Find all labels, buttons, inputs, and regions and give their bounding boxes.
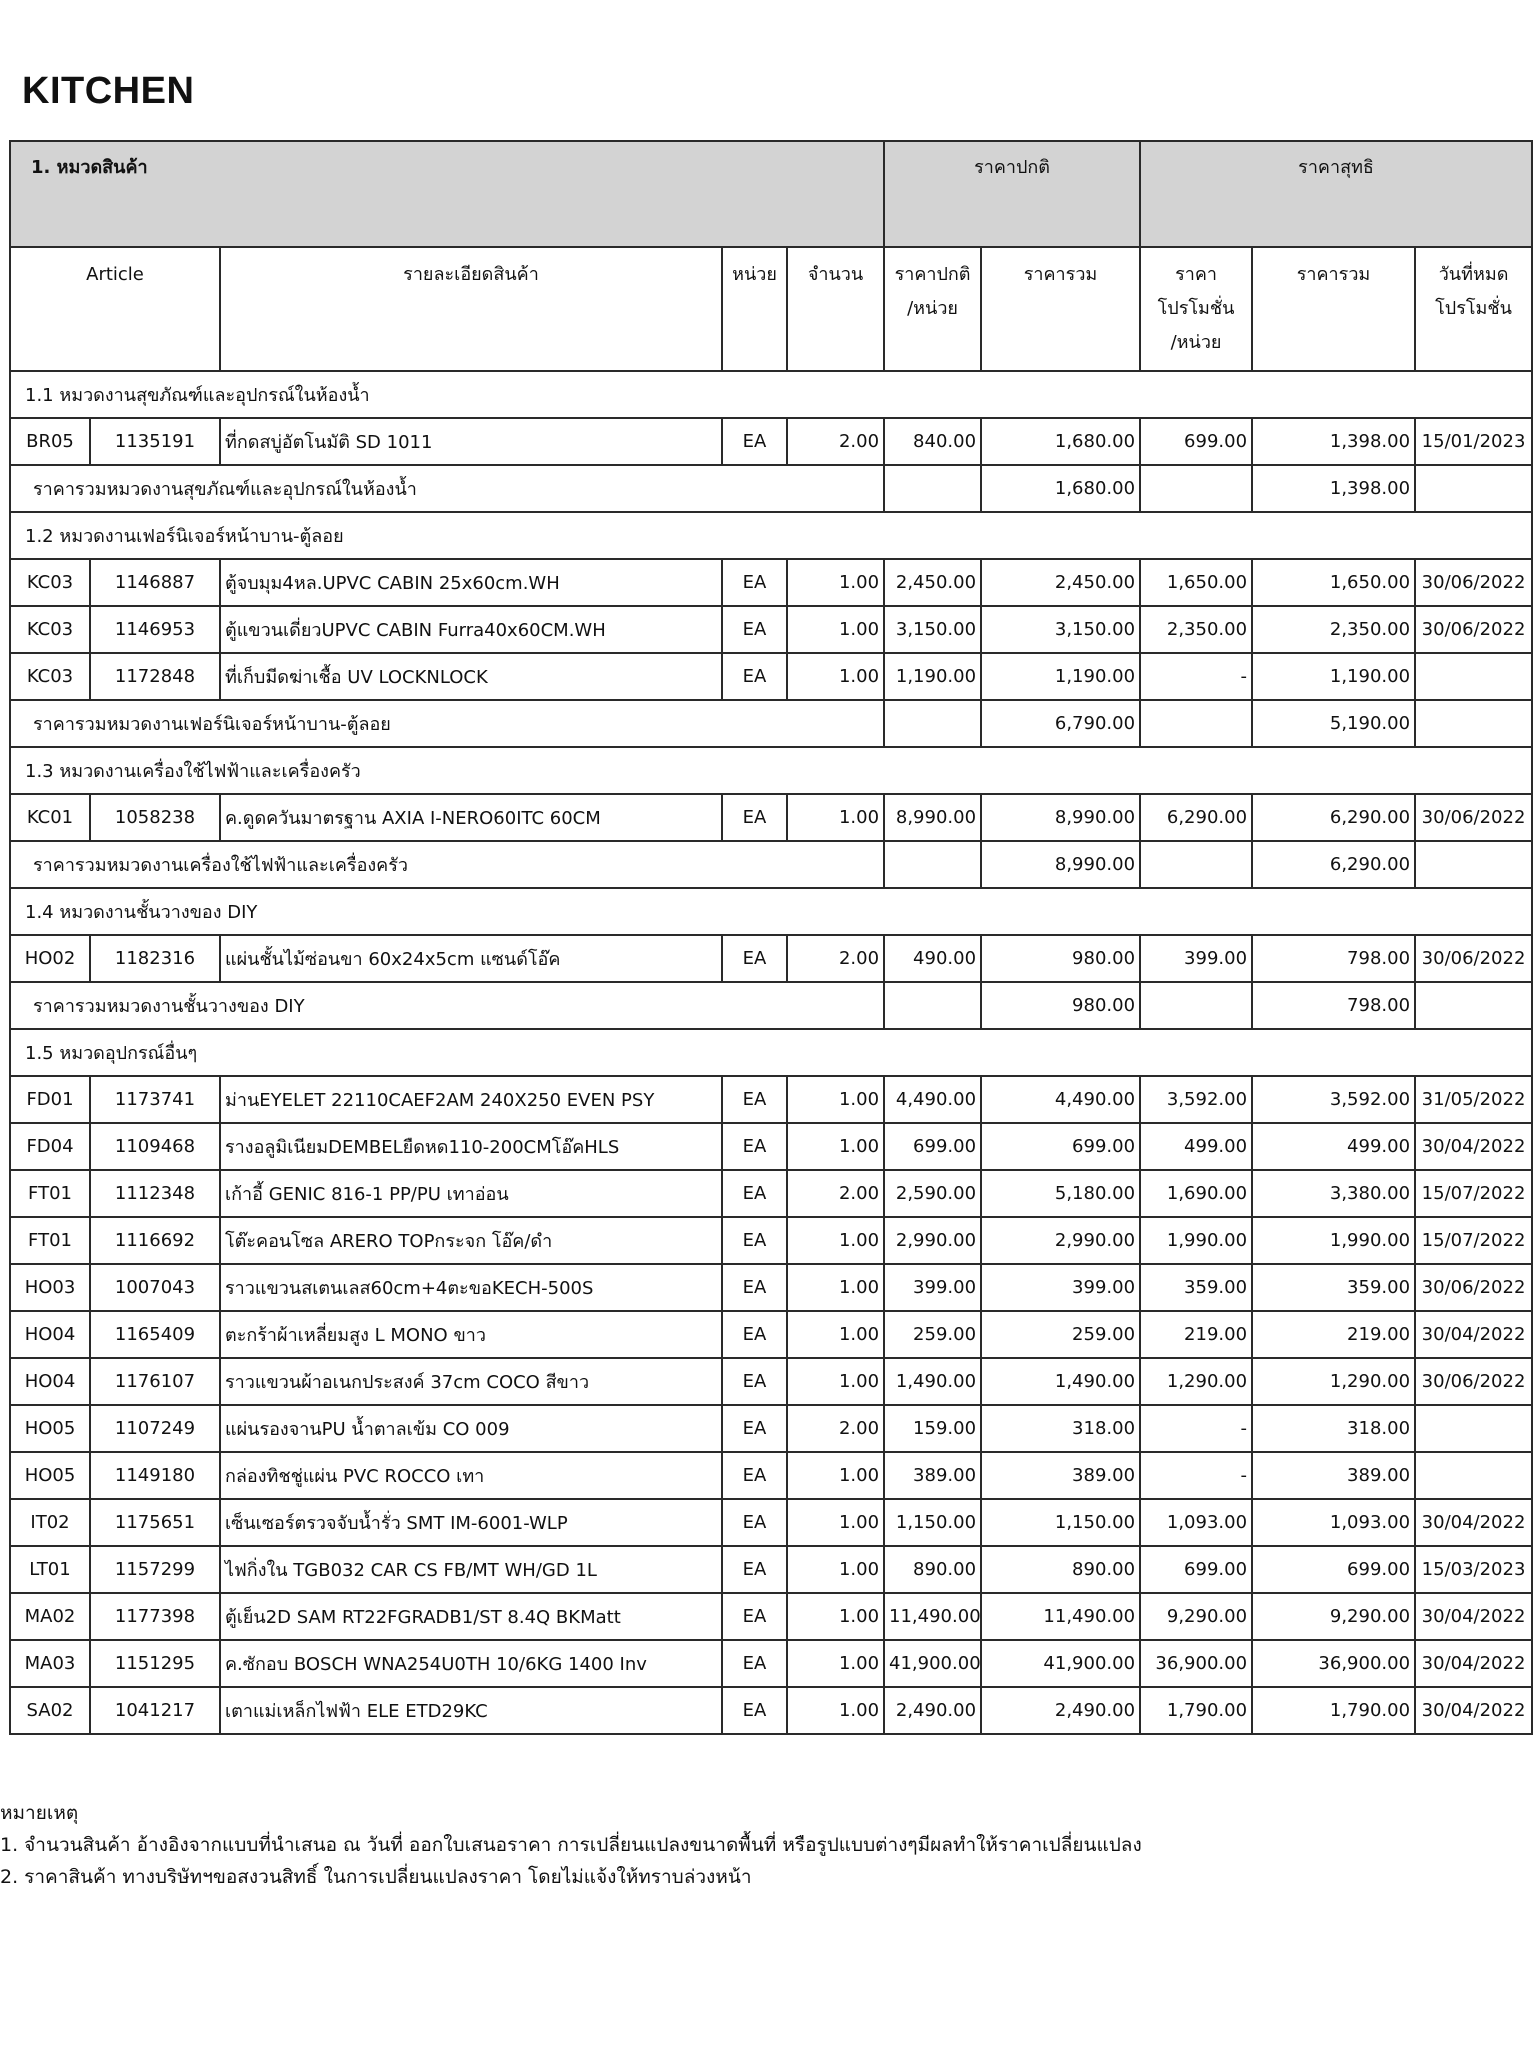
item-qty: 1.00 [787, 1358, 884, 1405]
item-article: 1151295 [90, 1640, 220, 1687]
promo-price-header [1140, 247, 1252, 371]
item-description: ม่านEYELET 22110CAEF2AM 240X250 EVEN PSY [220, 1076, 722, 1123]
subtotal-label: ราคารวมหมวดงานเครื่องใช้ไฟฟ้าและเครื่องครัว [10, 841, 884, 888]
item-unit-price: 41,900.00 [884, 1640, 981, 1687]
subtotal-net-total: 1,398.00 [1252, 465, 1415, 512]
item-promo-price: 699.00 [1140, 1546, 1252, 1593]
item-code: KC03 [10, 559, 90, 606]
item-description: ที่กดสบู่อัตโนมัติ SD 1011 [220, 418, 722, 465]
item-total: 890.00 [981, 1546, 1140, 1593]
item-qty: 1.00 [787, 1452, 884, 1499]
subtotal-label: ราคารวมหมวดงานชั้นวางของ DIY [10, 982, 884, 1029]
unit-price-header-line1: ราคาปกติ [894, 264, 971, 285]
item-promo-price: - [1140, 1452, 1252, 1499]
item-code: HO05 [10, 1405, 90, 1452]
item-net-total: 359.00 [1252, 1264, 1415, 1311]
subtotal-spacer [1415, 465, 1532, 512]
item-promo-price: - [1140, 1405, 1252, 1452]
item-article: 1146953 [90, 606, 220, 653]
notes-heading: หมายเหตุ [0, 1802, 79, 1824]
item-net-total: 1,190.00 [1252, 653, 1415, 700]
item-code: MA02 [10, 1593, 90, 1640]
item-unit: EA [722, 1593, 787, 1640]
table-row [10, 1264, 1532, 1311]
section-label: 1.2 หมวดงานเฟอร์นิเจอร์หน้าบาน-ตู้ลอย [10, 512, 1532, 559]
item-net-total: 1,398.00 [1252, 418, 1415, 465]
item-description: ค.ดูดควันมาตรฐาน AXIA I-NERO60ITC 60CM [220, 794, 722, 841]
item-code: FD01 [10, 1076, 90, 1123]
section-row [10, 1029, 1532, 1076]
item-description: ไฟกิ่งใน TGB032 CAR CS FB/MT WH/GD 1L [220, 1546, 722, 1593]
table-row [10, 1405, 1532, 1452]
item-net-total: 699.00 [1252, 1546, 1415, 1593]
item-promo-price: 1,990.00 [1140, 1217, 1252, 1264]
item-code: MA03 [10, 1640, 90, 1687]
item-code: KC03 [10, 606, 90, 653]
unit-header: หน่วย [722, 247, 787, 371]
item-unit: EA [722, 1640, 787, 1687]
section-row [10, 371, 1532, 418]
subtotal-regular-total: 6,790.00 [981, 700, 1140, 747]
quotation-table [9, 140, 1533, 1735]
item-unit: EA [722, 1687, 787, 1734]
item-net-total: 1,990.00 [1252, 1217, 1415, 1264]
item-description: ราวแขวนผ้าอเนกประสงค์ 37cm COCO สีขาว [220, 1358, 722, 1405]
item-net-total: 6,290.00 [1252, 794, 1415, 841]
table-row [10, 1123, 1532, 1170]
item-promo-price: 9,290.00 [1140, 1593, 1252, 1640]
table-row [10, 1311, 1532, 1358]
regular-price-group-header: ราคาปกติ [884, 141, 1140, 247]
item-qty: 2.00 [787, 1170, 884, 1217]
item-qty: 1.00 [787, 606, 884, 653]
item-description: ตะกร้าผ้าเหลี่ยมสูง L MONO ขาว [220, 1311, 722, 1358]
item-promo-price: 36,900.00 [1140, 1640, 1252, 1687]
item-code: HO05 [10, 1452, 90, 1499]
subtotal-spacer [884, 841, 981, 888]
item-unit-price: 8,990.00 [884, 794, 981, 841]
item-promo-end-date [1415, 1452, 1532, 1499]
item-unit: EA [722, 1170, 787, 1217]
unit-price-header [884, 247, 981, 371]
item-total: 2,450.00 [981, 559, 1140, 606]
item-article: 1172848 [90, 653, 220, 700]
column-header-row [10, 247, 1532, 371]
item-unit: EA [722, 418, 787, 465]
item-code: FT01 [10, 1217, 90, 1264]
section-row [10, 512, 1532, 559]
table-row [10, 1546, 1532, 1593]
table-row [10, 794, 1532, 841]
item-net-total: 9,290.00 [1252, 1593, 1415, 1640]
item-net-total: 798.00 [1252, 935, 1415, 982]
item-qty: 2.00 [787, 1405, 884, 1452]
promo-end-header-line2: โปรโมชั่น [1435, 298, 1512, 319]
item-net-total: 219.00 [1252, 1311, 1415, 1358]
net-total-header: ราคารวม [1252, 247, 1415, 371]
item-total: 1,150.00 [981, 1499, 1140, 1546]
item-unit: EA [722, 794, 787, 841]
item-qty: 1.00 [787, 1546, 884, 1593]
subtotal-label: ราคารวมหมวดงานเฟอร์นิเจอร์หน้าบาน-ตู้ลอย [10, 700, 884, 747]
table-row [10, 1170, 1532, 1217]
item-qty: 1.00 [787, 653, 884, 700]
item-unit-price: 890.00 [884, 1546, 981, 1593]
subtotal-regular-total: 1,680.00 [981, 465, 1140, 512]
item-unit: EA [722, 1405, 787, 1452]
item-promo-price: 1,790.00 [1140, 1687, 1252, 1734]
item-description: ที่เก็บมีดฆ่าเชื้อ UV LOCKNLOCK [220, 653, 722, 700]
item-net-total: 1,093.00 [1252, 1499, 1415, 1546]
item-unit-price: 840.00 [884, 418, 981, 465]
section-row [10, 747, 1532, 794]
item-promo-end-date: 31/05/2022 [1415, 1076, 1532, 1123]
subtotal-net-total: 5,190.00 [1252, 700, 1415, 747]
item-promo-price: 1,690.00 [1140, 1170, 1252, 1217]
item-unit: EA [722, 1076, 787, 1123]
table-row [10, 1217, 1532, 1264]
item-qty: 1.00 [787, 559, 884, 606]
item-unit: EA [722, 1452, 787, 1499]
table-body [10, 371, 1532, 1734]
table-row [10, 1452, 1532, 1499]
item-code: FD04 [10, 1123, 90, 1170]
item-description: เก้าอี้ GENIC 816-1 PP/PU เทาอ่อน [220, 1170, 722, 1217]
item-description: ตู้เย็น2D SAM RT22FGRADB1/ST 8.4Q BKMatt [220, 1593, 722, 1640]
item-qty: 1.00 [787, 1123, 884, 1170]
promo-end-header [1415, 247, 1532, 371]
item-article: 1007043 [90, 1264, 220, 1311]
item-promo-end-date: 15/07/2022 [1415, 1217, 1532, 1264]
item-qty: 1.00 [787, 1640, 884, 1687]
item-qty: 1.00 [787, 1076, 884, 1123]
table-row [10, 1687, 1532, 1734]
item-total: 1,190.00 [981, 653, 1140, 700]
description-header: รายละเอียดสินค้า [220, 247, 722, 371]
subtotal-row [10, 465, 1532, 512]
item-promo-price: 6,290.00 [1140, 794, 1252, 841]
section-label: 1.5 หมวดอุปกรณ์อื่นๆ [10, 1029, 1532, 1076]
item-description: เซ็นเซอร์ตรวจจับน้ำรั่ว SMT IM-6001-WLP [220, 1499, 722, 1546]
promo-price-header-line1: ราคา [1175, 264, 1217, 285]
item-promo-price: 1,093.00 [1140, 1499, 1252, 1546]
unit-price-header-line2: /หน่วย [907, 298, 958, 319]
table-row [10, 1358, 1532, 1405]
item-unit-price: 259.00 [884, 1311, 981, 1358]
item-promo-price: 3,592.00 [1140, 1076, 1252, 1123]
item-article: 1157299 [90, 1546, 220, 1593]
note-line-1: 1. จำนวนสินค้า อ้างอิงจากแบบที่นำเสนอ ณ วันที่ ออกใบเสนอราคา การเปลี่ยนแปลงขนาดพื้นที่ หรือรูปแบบต่างๆมีผลทำให้ราคาเปลี่ยนแปลง [0, 1834, 1142, 1856]
item-article: 1116692 [90, 1217, 220, 1264]
item-promo-price: 1,290.00 [1140, 1358, 1252, 1405]
subtotal-spacer [884, 700, 981, 747]
subtotal-spacer [1415, 841, 1532, 888]
table-row [10, 653, 1532, 700]
subtotal-spacer [1140, 465, 1252, 512]
item-unit-price: 399.00 [884, 1264, 981, 1311]
item-article: 1109468 [90, 1123, 220, 1170]
item-code: LT01 [10, 1546, 90, 1593]
item-net-total: 499.00 [1252, 1123, 1415, 1170]
item-code: KC03 [10, 653, 90, 700]
item-qty: 1.00 [787, 1593, 884, 1640]
notes [0, 1797, 1530, 1888]
article-header: Article [10, 247, 220, 371]
item-description: ตู้จบมุม4หล.UPVC CABIN 25x60cm.WH [220, 559, 722, 606]
subtotal-spacer [1415, 700, 1532, 747]
item-code: HO04 [10, 1311, 90, 1358]
item-total: 11,490.00 [981, 1593, 1140, 1640]
item-net-total: 3,592.00 [1252, 1076, 1415, 1123]
item-code: SA02 [10, 1687, 90, 1734]
item-qty: 2.00 [787, 935, 884, 982]
item-promo-price: 399.00 [1140, 935, 1252, 982]
item-promo-end-date: 30/04/2022 [1415, 1123, 1532, 1170]
item-unit-price: 3,150.00 [884, 606, 981, 653]
item-total: 3,150.00 [981, 606, 1140, 653]
item-article: 1176107 [90, 1358, 220, 1405]
item-unit-price: 1,490.00 [884, 1358, 981, 1405]
item-promo-end-date: 30/06/2022 [1415, 794, 1532, 841]
item-article: 1149180 [90, 1452, 220, 1499]
item-promo-end-date: 15/03/2023 [1415, 1546, 1532, 1593]
item-unit-price: 2,990.00 [884, 1217, 981, 1264]
item-unit-price: 159.00 [884, 1405, 981, 1452]
item-promo-price: 699.00 [1140, 418, 1252, 465]
item-unit-price: 699.00 [884, 1123, 981, 1170]
item-unit: EA [722, 1311, 787, 1358]
item-total: 5,180.00 [981, 1170, 1140, 1217]
section-label: 1.1 หมวดงานสุขภัณฑ์และอุปกรณ์ในห้องน้ำ [10, 371, 1532, 418]
item-net-total: 1,790.00 [1252, 1687, 1415, 1734]
promo-price-header-line3: /หน่วย [1170, 332, 1222, 353]
item-unit-price: 1,190.00 [884, 653, 981, 700]
category-header: 1. หมวดสินค้า [10, 141, 884, 247]
item-total: 259.00 [981, 1311, 1140, 1358]
item-unit-price: 1,150.00 [884, 1499, 981, 1546]
item-promo-price: 1,650.00 [1140, 559, 1252, 606]
item-promo-price: - [1140, 653, 1252, 700]
item-article: 1175651 [90, 1499, 220, 1546]
item-promo-end-date [1415, 653, 1532, 700]
item-unit: EA [722, 606, 787, 653]
item-code: IT02 [10, 1499, 90, 1546]
item-qty: 1.00 [787, 1311, 884, 1358]
item-description: ราวแขวนสเตนเลส60cm+4ตะขอKECH-500S [220, 1264, 722, 1311]
item-unit: EA [722, 1358, 787, 1405]
subtotal-row [10, 841, 1532, 888]
subtotal-net-total: 6,290.00 [1252, 841, 1415, 888]
item-qty: 1.00 [787, 1499, 884, 1546]
item-code: BR05 [10, 418, 90, 465]
subtotal-regular-total: 980.00 [981, 982, 1140, 1029]
item-qty: 1.00 [787, 1217, 884, 1264]
table-row [10, 559, 1532, 606]
item-description: รางอลูมิเนียมDEMBELยืดหด110-200CMโอ๊คHLS [220, 1123, 722, 1170]
item-qty: 2.00 [787, 418, 884, 465]
subtotal-spacer [1415, 982, 1532, 1029]
item-promo-end-date: 30/04/2022 [1415, 1499, 1532, 1546]
item-promo-end-date: 30/06/2022 [1415, 1358, 1532, 1405]
item-unit: EA [722, 1264, 787, 1311]
item-net-total: 1,290.00 [1252, 1358, 1415, 1405]
item-promo-end-date: 15/07/2022 [1415, 1170, 1532, 1217]
subtotal-spacer [1140, 841, 1252, 888]
item-promo-end-date: 30/04/2022 [1415, 1311, 1532, 1358]
table-row [10, 1640, 1532, 1687]
item-promo-end-date: 30/06/2022 [1415, 935, 1532, 982]
item-description: เตาแม่เหล็กไฟฟ้า ELE ETD29KC [220, 1687, 722, 1734]
item-unit: EA [722, 559, 787, 606]
item-description: ค.ซักอบ BOSCH WNA254U0TH 10/6KG 1400 Inv [220, 1640, 722, 1687]
item-unit: EA [722, 653, 787, 700]
item-total: 41,900.00 [981, 1640, 1140, 1687]
subtotal-row [10, 700, 1532, 747]
item-net-total: 389.00 [1252, 1452, 1415, 1499]
item-total: 980.00 [981, 935, 1140, 982]
item-description: โต๊ะคอนโซล ARERO TOPกระจก โอ๊ค/ดำ [220, 1217, 722, 1264]
item-total: 4,490.00 [981, 1076, 1140, 1123]
item-unit: EA [722, 1546, 787, 1593]
table-row [10, 1076, 1532, 1123]
item-net-total: 1,650.00 [1252, 559, 1415, 606]
section-label: 1.4 หมวดงานชั้นวางของ DIY [10, 888, 1532, 935]
item-total: 399.00 [981, 1264, 1140, 1311]
item-unit-price: 2,590.00 [884, 1170, 981, 1217]
item-article: 1107249 [90, 1405, 220, 1452]
section-label: 1.3 หมวดงานเครื่องใช้ไฟฟ้าและเครื่องครัว [10, 747, 1532, 794]
item-unit-price: 2,490.00 [884, 1687, 981, 1734]
item-article: 1146887 [90, 559, 220, 606]
item-unit: EA [722, 1123, 787, 1170]
item-net-total: 3,380.00 [1252, 1170, 1415, 1217]
item-promo-price: 359.00 [1140, 1264, 1252, 1311]
subtotal-regular-total: 8,990.00 [981, 841, 1140, 888]
table-row [10, 1593, 1532, 1640]
item-net-total: 318.00 [1252, 1405, 1415, 1452]
item-qty: 1.00 [787, 794, 884, 841]
subtotal-spacer [1140, 700, 1252, 747]
item-code: FT01 [10, 1170, 90, 1217]
table-row [10, 935, 1532, 982]
item-article: 1177398 [90, 1593, 220, 1640]
note-line-2: 2. ราคาสินค้า ทางบริษัทฯขอสงวนสิทธิ์ ในการเปลี่ยนแปลงราคา โดยไม่แจ้งให้ทราบล่วงหน้า [0, 1866, 752, 1888]
subtotal-row [10, 982, 1532, 1029]
subtotal-net-total: 798.00 [1252, 982, 1415, 1029]
item-promo-end-date: 15/01/2023 [1415, 418, 1532, 465]
promo-end-header-line1: วันที่หมด [1438, 264, 1509, 285]
qty-header: จำนวน [787, 247, 884, 371]
item-promo-end-date: 30/04/2022 [1415, 1640, 1532, 1687]
item-unit-price: 4,490.00 [884, 1076, 981, 1123]
net-price-group-header: ราคาสุทธิ [1140, 141, 1532, 247]
item-promo-end-date: 30/06/2022 [1415, 606, 1532, 653]
item-article: 1165409 [90, 1311, 220, 1358]
item-net-total: 2,350.00 [1252, 606, 1415, 653]
page-title: KITCHEN [22, 70, 195, 112]
item-total: 8,990.00 [981, 794, 1140, 841]
item-article: 1041217 [90, 1687, 220, 1734]
item-total: 318.00 [981, 1405, 1140, 1452]
item-promo-price: 499.00 [1140, 1123, 1252, 1170]
table-row [10, 1499, 1532, 1546]
table-row [10, 418, 1532, 465]
item-unit-price: 490.00 [884, 935, 981, 982]
item-promo-end-date: 30/06/2022 [1415, 559, 1532, 606]
item-article: 1182316 [90, 935, 220, 982]
item-unit: EA [722, 1499, 787, 1546]
item-description: ตู้แขวนเดี่ยวUPVC CABIN Furra40x60CM.WH [220, 606, 722, 653]
subtotal-spacer [884, 982, 981, 1029]
item-promo-end-date [1415, 1405, 1532, 1452]
item-total: 2,990.00 [981, 1217, 1140, 1264]
item-code: HO02 [10, 935, 90, 982]
item-unit: EA [722, 935, 787, 982]
item-article: 1173741 [90, 1076, 220, 1123]
item-net-total: 36,900.00 [1252, 1640, 1415, 1687]
group-header-row [10, 141, 1532, 247]
item-article: 1112348 [90, 1170, 220, 1217]
section-row [10, 888, 1532, 935]
item-unit-price: 389.00 [884, 1452, 981, 1499]
item-promo-end-date: 30/04/2022 [1415, 1593, 1532, 1640]
item-code: HO04 [10, 1358, 90, 1405]
item-promo-price: 219.00 [1140, 1311, 1252, 1358]
item-total: 699.00 [981, 1123, 1140, 1170]
item-promo-end-date: 30/06/2022 [1415, 1264, 1532, 1311]
item-description: แผ่นชั้นไม้ซ่อนขา 60x24x5cm แซนด์โอ๊ค [220, 935, 722, 982]
item-description: กล่องทิชชู่แผ่น PVC ROCCO เทา [220, 1452, 722, 1499]
promo-price-header-line2: โปรโมชั่น [1157, 298, 1235, 319]
item-code: KC01 [10, 794, 90, 841]
item-total: 1,490.00 [981, 1358, 1140, 1405]
item-code: HO03 [10, 1264, 90, 1311]
item-total: 1,680.00 [981, 418, 1140, 465]
item-qty: 1.00 [787, 1687, 884, 1734]
table-row [10, 606, 1532, 653]
total-header: ราคารวม [981, 247, 1140, 371]
subtotal-spacer [1140, 982, 1252, 1029]
item-description: แผ่นรองจานPU น้ำตาลเข้ม CO 009 [220, 1405, 722, 1452]
item-qty: 1.00 [787, 1264, 884, 1311]
item-article: 1058238 [90, 794, 220, 841]
item-total: 2,490.00 [981, 1687, 1140, 1734]
item-unit: EA [722, 1217, 787, 1264]
item-promo-price: 2,350.00 [1140, 606, 1252, 653]
item-article: 1135191 [90, 418, 220, 465]
item-unit-price: 2,450.00 [884, 559, 981, 606]
subtotal-label: ราคารวมหมวดงานสุขภัณฑ์และอุปกรณ์ในห้องน้ำ [10, 465, 884, 512]
item-unit-price: 11,490.00 [884, 1593, 981, 1640]
item-promo-end-date: 30/04/2022 [1415, 1687, 1532, 1734]
subtotal-spacer [884, 465, 981, 512]
item-total: 389.00 [981, 1452, 1140, 1499]
